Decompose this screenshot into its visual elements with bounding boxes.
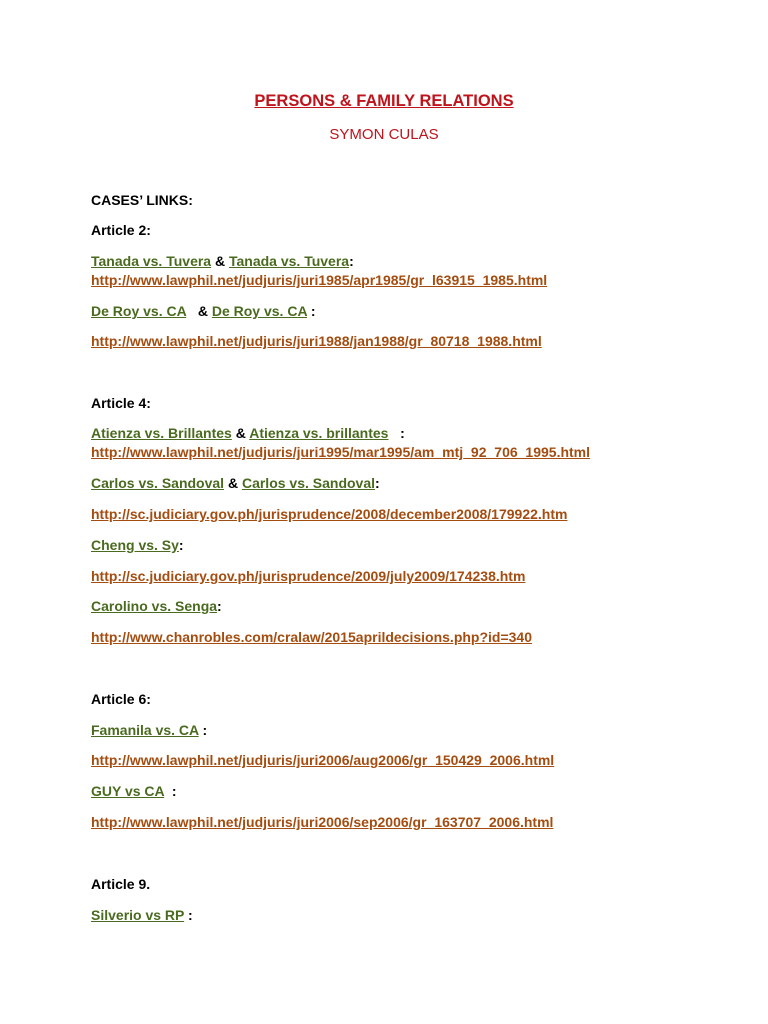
case-entry — [91, 424, 405, 442]
case-joiner: & — [211, 253, 229, 269]
document-author: SYMON CULAS — [329, 126, 439, 143]
case-link[interactable]: Silverio vs RP — [91, 907, 185, 923]
case-link[interactable]: Atienza vs. Brillantes — [91, 425, 232, 441]
url-link[interactable]: http://www.lawphil.net/judjuris/juri1988/jan1988/gr_80718_1988.html — [91, 333, 542, 349]
url-link[interactable]: http://www.lawphil.net/judjuris/juri2006/sep2006/gr_163707_2006.html — [91, 814, 554, 830]
article-heading: Article 9. — [91, 876, 151, 892]
case-link[interactable]: Atienza vs. brillantes — [249, 425, 389, 441]
case-suffix: : — [375, 475, 380, 491]
url-line — [91, 505, 567, 523]
case-suffix: : — [388, 425, 405, 441]
url-link[interactable]: http://www.chanrobles.com/cralaw/2015aprildecisions.php?id=340 — [91, 629, 532, 645]
url-link[interactable]: http://www.lawphil.net/judjuris/juri1985/apr1985/gr_l63915_1985.html — [91, 272, 548, 288]
url-link[interactable]: http://www.lawphil.net/judjuris/juri1995/mar1995/am_mtj_92_706_1995.html — [91, 444, 591, 460]
case-suffix: : — [164, 783, 177, 799]
case-suffix: : — [349, 253, 354, 269]
url-line — [91, 813, 553, 831]
case-joiner: & — [224, 475, 242, 491]
case-link[interactable]: De Roy vs. CA — [211, 303, 308, 319]
case-suffix: : — [198, 722, 208, 738]
url-line — [91, 332, 542, 350]
case-suffix: : — [217, 598, 222, 614]
document-title: PERSONS & FAMILY RELATIONS — [254, 92, 514, 110]
article-heading: Article 4: — [91, 395, 151, 411]
case-entry — [91, 906, 193, 924]
case-link[interactable]: Cheng vs. Sy — [91, 537, 179, 553]
case-link[interactable]: Famanila vs. CA — [91, 722, 199, 738]
url-line — [91, 751, 554, 769]
case-entry — [91, 536, 184, 554]
case-link[interactable]: Tanada vs. Tuvera — [91, 253, 212, 269]
url-link[interactable]: http://sc.judiciary.gov.ph/jurisprudence/2008/december2008/179922.htm — [91, 506, 568, 522]
url-line — [91, 567, 525, 585]
url-line — [91, 443, 590, 461]
case-joiner: & — [186, 303, 212, 319]
case-link[interactable]: Carlos vs. Sandoval — [91, 475, 225, 491]
url-link[interactable]: http://www.lawphil.net/judjuris/juri2006/aug2006/gr_150429_2006.html — [91, 752, 555, 768]
case-suffix: : — [178, 537, 184, 553]
article-heading: Article 6: — [91, 691, 151, 707]
case-link[interactable]: Carolino vs. Senga — [91, 598, 218, 614]
case-link[interactable]: De Roy vs. CA — [91, 303, 187, 319]
url-line — [91, 628, 532, 646]
case-entry — [91, 474, 380, 492]
case-joiner: & — [231, 425, 250, 441]
url-link[interactable]: http://sc.judiciary.gov.ph/jurisprudence/2009/july2009/174238.htm — [91, 568, 526, 584]
article-heading: Article 2: — [91, 222, 151, 238]
case-link[interactable]: GUY vs CA — [91, 783, 165, 799]
case-entry — [91, 597, 222, 615]
case-entry — [91, 252, 354, 270]
case-suffix: : — [184, 907, 193, 923]
case-link[interactable]: Tanada vs. Tuvera — [228, 253, 350, 269]
section-heading: CASES’ LINKS: — [91, 192, 193, 208]
case-entry — [91, 782, 177, 800]
case-link[interactable]: Carlos vs. Sandoval — [241, 475, 376, 491]
url-line — [91, 271, 547, 289]
case-suffix: : — [307, 303, 316, 319]
case-entry — [91, 721, 207, 739]
case-entry — [91, 302, 316, 320]
